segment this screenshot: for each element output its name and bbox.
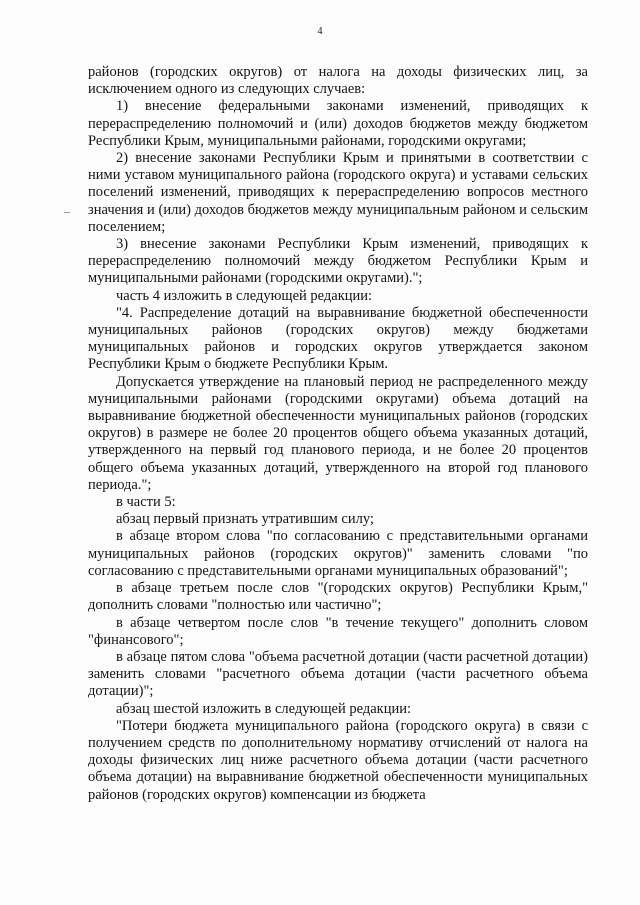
paragraph-abzats-3: в абзаце третьем после слов "(городских округов) Республики Крым," дополнить словами "полностью или частично"; bbox=[88, 580, 588, 614]
paragraph-abzats-6-intro: абзац шестой изложить в следующей редакции: bbox=[116, 700, 411, 717]
paragraph-part-4-text: "4. Распределение дотаций на выравнивание бюджетной обеспеченности муниципальных районов (городских округов) между бюджетами муниципальных районов и городских округов утверждается законом Республики Крым о бюджете Республики Крым. bbox=[88, 304, 588, 373]
paragraph-abzats-6-text: "Потери бюджета муниципального района (городского округа) в связи с получением средств по дополнительному нормативу отчислений от налога на доходы физических лиц ниже расчетного объема дотации (части расчетного объема дотации) на выравнивание бюджетной обеспеченности муниципальных районов (городских округов) компенсации из бюджета bbox=[88, 717, 588, 803]
paragraph-case-3: 3) внесение законами Республики Крым изменений, приводящих к перераспределению полномочий между бюджетом Республики Крым и муниципальными районами (городскими округами)."; bbox=[88, 236, 588, 287]
page-number: 4 bbox=[317, 26, 323, 37]
paragraph-continuation: районов (городских округов) от налога на доходы физических лиц, за исключением одного из следующих случаев: bbox=[88, 64, 588, 98]
paragraph-abzats-1: абзац первый признать утратившим силу; bbox=[116, 511, 374, 528]
document-body bbox=[88, 64, 588, 804]
paragraph-case-2: 2) внесение законами Республики Крым и принятыми в соответствии с ними уставом муниципального района (городского округа) и уставами сельских поселений изменений, приводящих к перераспределению вопросов местного значения и (или) доходов бюджетов между муниципальным районом и сельским поселением; bbox=[88, 150, 588, 235]
margin-mark bbox=[64, 212, 70, 213]
paragraph-planning-period: Допускается утверждение на плановый период не распределенного между муниципальными районами (городскими округами) объема дотаций на выравнивание бюджетной обеспеченности муниципальных районов (городских округов) в размере не более 20 процентов общего объема указанных дотаций, утвержденного на первый год планового периода, и не более 20 процентов общего объема указанных дотаций, утвержденного на второй год планового периода."; bbox=[88, 373, 588, 493]
paragraph-abzats-2: в абзаце втором слова "по согласованию с представительными органами муниципальных районов (городских округов)" заменить словами "по согласованию с представительными органами муниципальных образований"; bbox=[88, 528, 588, 579]
paragraph-part-5-intro: в части 5: bbox=[116, 494, 176, 511]
paragraph-abzats-5: в абзаце пятом слова "объема расчетной дотации (части расчетной дотации) заменить словами "расчетного объема дотации (части расчетного объема дотации)"; bbox=[88, 648, 588, 700]
paragraph-part-4-intro: часть 4 изложить в следующей редакции: bbox=[116, 287, 373, 304]
paragraph-abzats-4: в абзаце четвертом после слов "в течение текущего" дополнить словом "финансового"; bbox=[88, 614, 588, 648]
paragraph-case-1: 1) внесение федеральными законами изменений, приводящих к перераспределению полномочий и (или) доходов бюджетов между бюджетом Республики Крым, муниципальными районами, городскими округами; bbox=[88, 98, 588, 149]
